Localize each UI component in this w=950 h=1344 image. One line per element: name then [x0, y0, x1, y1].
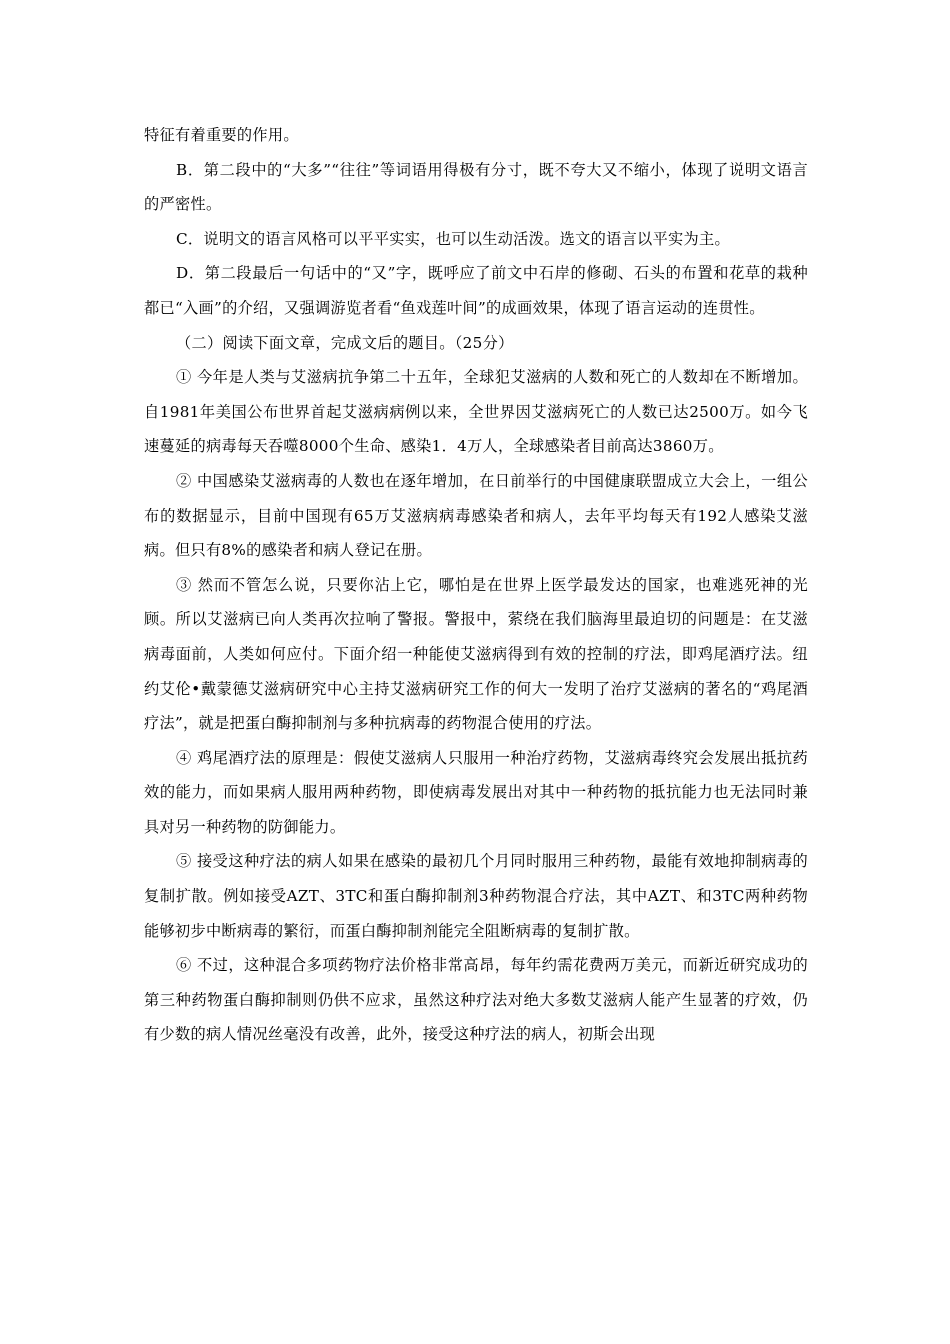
- paragraph-1: ① 今年是人类与艾滋病抗争第二十五年，全球犯艾滋病的人数和死亡的人数却在不断增加。自1981年美国公布世界首起艾滋病病例以来，全世界因艾滋病死亡的人数已达2500万。如今飞速蔓延的病毒每天吞噬8000个生命、感染1．4万人，全球感染者目前高达3860万。: [144, 368, 808, 456]
- paragraph-3: ③ 然而不管怎么说，只要你沾上它，哪怕是在世界上医学最发达的国家，也难逃死神的光顾。所以艾滋病已向人类再次拉响了警报。警报中，萦绕在我们脑海里最迫切的问题是：在艾滋病毒面前，人类如何应付。下面介绍一种能使艾滋病得到有效的控制的疗法，即鸡尾酒疗法。纽约艾伦•戴蒙德艾滋病研究中心主持艾滋病研究工作的何大一发明了治疗艾滋病的著名的“鸡尾酒疗法”，就是把蛋白酶抑制剂与多种抗病毒的药物混合使用的疗法。: [144, 575, 808, 733]
- paragraph-continuation: 特征有着重要的作用。: [144, 126, 299, 144]
- option-d: D．第二段最后一句话中的“又”字，既呼应了前文中石岸的修砌、石头的布置和花草的栽种都已“入画”的介绍，又强调游览者看“鱼戏莲叶间”的成画效果，体现了语言运动的连贯性。: [144, 264, 808, 317]
- paragraph-2: ② 中国感染艾滋病毒的人数也在逐年增加，在日前举行的中国健康联盟成立大会上，一组公布的数据显示，目前中国现有65万艾滋病病毒感染者和病人，去年平均每天有192人感染艾滋病。但只有8%的感染者和病人登记在册。: [144, 471, 808, 560]
- section-heading: （二）阅读下面文章，完成文后的题目。（25分）: [176, 333, 514, 352]
- option-b: B．第二段中的“大多”“往往”等词语用得极有分寸，既不夸大又不缩小，体现了说明文语言的严密性。: [144, 160, 808, 214]
- paragraph-5: ⑤ 接受这种疗法的病人如果在感染的最初几个月同时服用三种药物，最能有效地抑制病毒的复制扩散。例如接受AZT、3TC和蛋白酶抑制剂3种药物混合疗法，其中AZT、和3TC两种药物能够初步中断病毒的繁衍，而蛋白酶抑制剂能完全阻断病毒的复制扩散。: [144, 852, 808, 940]
- paragraph-4: ④ 鸡尾酒疗法的原理是：假使艾滋病人只服用一种治疗药物，艾滋病毒终究会发展出抵抗药效的能力，而如果病人服用两种药物，即使病毒发展出对其中一种药物的抵抗能力也无法同时兼具对另一种药物的防御能力。: [144, 748, 808, 836]
- paragraph-6: ⑥ 不过，这种混合多项药物疗法价格非常高昂，每年约需花费两万美元，而新近研究成功的第三种药物蛋白酶抑制则仍供不应求，虽然这种疗法对绝大多数艾滋病人能产生显著的疗效，仍有少数的病人情况丝毫没有改善，此外，接受这种疗法的病人，初斯会出现: [144, 956, 808, 1044]
- option-c: C．说明文的语言风格可以平平实实，也可以生动活泼。选文的语言以平实为主。: [176, 229, 730, 248]
- document-body: [144, 118, 808, 1052]
